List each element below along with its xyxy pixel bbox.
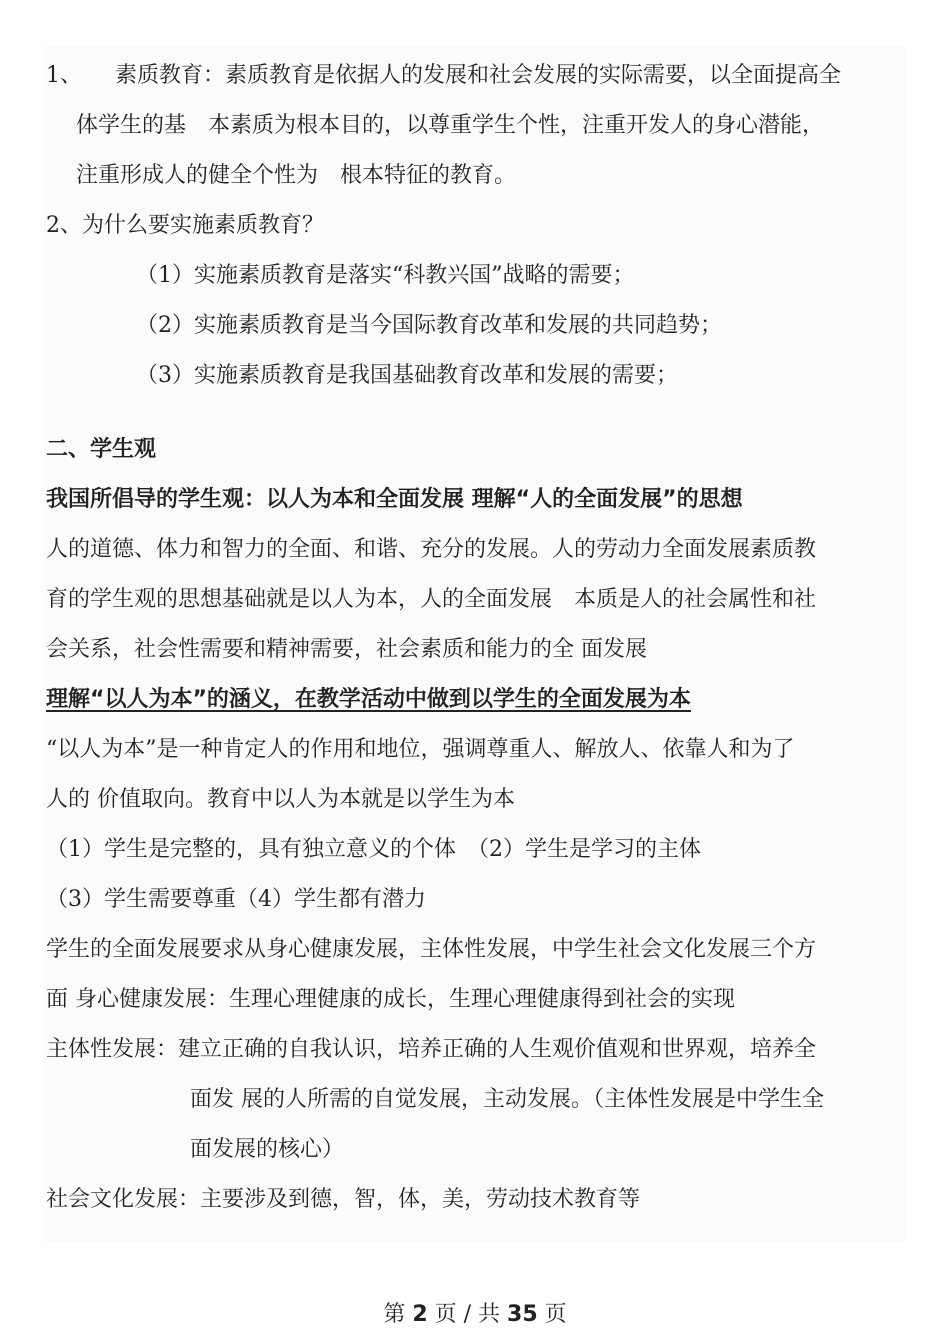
text-line: 主体性发展：建立正确的自我认识，培养正确的人生观价值观和世界观，培养全 <box>46 1037 817 1062</box>
total-page-number: 35 <box>507 1302 538 1327</box>
text-line: 面发展的核心） <box>190 1137 345 1162</box>
text-line: 人的道德、体力和智力的全面、和谐、充分的发展。人的劳动力全面发展素质教 <box>46 537 817 562</box>
footer-middle: 页 / 共 <box>434 1302 501 1327</box>
text-line: 社会文化发展：主要涉及到德，智，体，美，劳动技术教育等 <box>46 1187 641 1212</box>
text-line: 面发 展的人所需的自觉发展，主动发展。（主体性发展是中学生全 <box>190 1087 824 1112</box>
text-line: 会关系，社会性需要和精神需要，社会素质和能力的全 面发展 <box>46 637 647 662</box>
text-line: 注重形成人的健全个性为 根本特征的教育。 <box>76 163 517 188</box>
current-page-number: 2 <box>412 1302 428 1327</box>
footer-suffix: 页 <box>544 1302 567 1327</box>
underlined-subheading: 理解“以人为本”的涵义，在教学活动中做到以学生的全面发展为本 <box>46 687 691 712</box>
list-item: （2）实施素质教育是当今国际教育改革和发展的共同趋势； <box>136 313 722 338</box>
text-line: “以人为本”是一种肯定人的作用和地位，强调尊重人、解放人、依靠人和为了 <box>46 737 795 762</box>
list-item: （1）学生是完整的，具有独立意义的个体 （2）学生是学习的主体 <box>46 837 701 862</box>
footer-prefix: 第 <box>383 1302 406 1327</box>
subheading: 我国所倡导的学生观：以人为本和全面发展 理解“人的全面发展”的思想 <box>46 487 743 512</box>
section-heading: 二、学生观 <box>46 437 157 462</box>
page-footer <box>0 1300 950 1330</box>
list-item: （3）实施素质教育是我国基础教育改革和发展的需要； <box>136 363 678 388</box>
text-line: 体学生的基 本素质为根本目的，以尊重学生个性，注重开发人的身心潜能， <box>76 113 825 138</box>
text-line: 学生的全面发展要求从身心健康发展，主体性发展，中学生社会文化发展三个方 <box>46 937 817 962</box>
text-line: 育的学生观的思想基础就是以人为本，人的全面发展 本质是人的社会属性和社 <box>46 587 817 612</box>
list-item: （3）学生需要尊重（4）学生都有潜力 <box>46 887 426 912</box>
text-line: 面 身心健康发展：生理心理健康的成长，生理心理健康得到社会的实现 <box>46 987 735 1012</box>
text-line: 人的 价值取向。教育中以人为本就是以学生为本 <box>46 787 515 812</box>
question-heading: 2、为什么要实施素质教育？ <box>46 213 324 238</box>
text-line: 1、 素质教育：素质教育是依据人的发展和社会发展的实际需要，以全面提高全 <box>46 63 841 88</box>
list-item: （1）实施素质教育是落实“科教兴国”战略的需要； <box>136 263 635 288</box>
